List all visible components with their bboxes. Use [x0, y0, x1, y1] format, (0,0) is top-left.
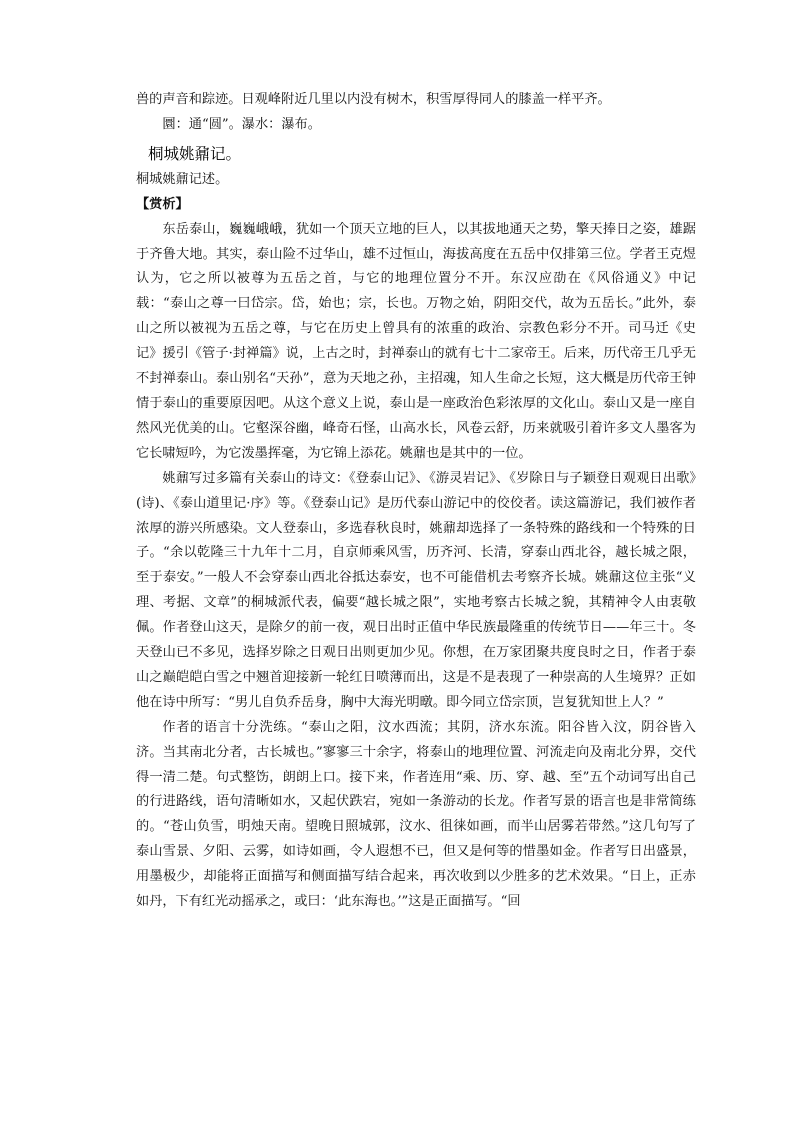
paragraph-opening: 兽的声音和踪迹。日观峰附近几里以内没有树木，积雪厚得同人的膝盖一样平齐。: [136, 92, 611, 107]
paragraph-appreciation-1: 东岳泰山，巍巍峨峨，犹如一个顶天立地的巨人，以其拔地通天之势，擎天捧日之姿，雄踞于齐鲁大地。其实，泰山险不过华山，雄不过恒山，海拔高度在五岳中仅排第三位。学者王克煜认为，它之所以被尊为五岳之首，与它的地理位置分不开。东汉应劭在《风俗通义》中记载：“泰山之尊一曰岱宗。岱，始也；宗，长也。万物之始，阴阳交代，故为五岳长。”此外，泰山之所以被视为五岳之尊，与它在历史上曾具有的浓重的政治、宗教色彩分不开。司马迁《史记》援引《管子·封禅篇》说，上古之时，封禅泰山的就有七十二家帝王。后来，历代帝王几乎无不封禅泰山。泰山别名“天孙”，意为天地之孙，主招魂，知人生命之长短，这大概是历代帝王钟情于泰山的重要原因吧。从这个意义上说，泰山是一座政治色彩浓厚的文化山。泰山又是一座自然风光优美的山。它壑深谷幽，峰奇石怪，山高水长，风卷云舒，历来就吸引着许多文人墨客为它长啸短吟，为它泼墨挥毫，为它锦上添花。姚鼐也是其中的一位。: [136, 221, 696, 461]
document-body: [136, 88, 696, 915]
paragraph-appreciation-3: 作者的语言十分洗练。“泰山之阳，汶水西流；其阴，济水东流。阳谷皆入汶，阴谷皆入济。当其南北分者，古长城也。”寥寥三十余字，将泰山的地理位置、河流走向及南北分界，交代得一清二楚。句式整饬，朗朗上口。接下来，作者连用“乘、历、穿、越、至”五个动词写出自己的行进路线，语句清晰如水，又起伏跌宕，宛如一条游动的长龙。作者写景的语言也是非常简练的。“苍山负雪，明烛天南。望晚日照城郭，汶水、徂徕如画，而半山居雾若带然。”这几句写了泰山雪景、夕阳、云雾，如诗如画，令人遐想不已，但又是何等的惜墨如金。作者写日出盛景，用墨极少，却能将正面描写和侧面描写结合起来，再次收到以少胜多的艺术效果。“日上，正赤如丹，下有红光动摇承之，或曰：‘此东海也。’”这是正面描写。“回: [136, 719, 696, 910]
gloss-line: 圜：通“圆”。瀑水：瀑布。: [162, 116, 321, 132]
source-title: 桐城姚鼐记。: [148, 144, 242, 163]
source-title-translation: 桐城姚鼐记述。: [136, 171, 229, 187]
section-label-appreciation: 【赏析】: [136, 196, 189, 212]
paragraph-appreciation-2: 姚鼐写过多篇有关泰山的诗文：《登泰山记》、《游灵岩记》、《岁除日与子颖登日观观日出歌》(诗)、《泰山道里记·序》等。《登泰山记》是历代泰山游记中的佼佼者。读这篇游记，我们被作者浓厚的游兴所感染。文人登泰山，多选春秋良时，姚鼐却选择了一条特殊的路线和一个特殊的日子。“余以乾隆三十九年十二月，自京师乘风雪，历齐河、长清，穿泰山西北谷，越长城之限，至于泰安。”一般人不会穿泰山西北谷抵达泰安，也不可能借机去考察齐长城。姚鼐这位主张“义理、考据、文章”的桐城派代表，偏要“越长城之限”，实地考察古长城之貌，其精神令人由衷敬佩。作者登山这天，是除夕的前一夜，观日出时正值中华民族最隆重的传统节日——年三十。冬天登山已不多见，选择岁除之日观日出则更加少见。你想，在万家团聚共度良时之日，作者于泰山之巅皑皑白雪之中翘首迎接新一轮红日喷薄而出，这是不是表现了一种崇高的人生境界？正如他在诗中所写：“男儿自负乔岳身，胸中大海光明暾。即今同立岱宗顶，岂复犹知世上人？”: [136, 470, 696, 710]
